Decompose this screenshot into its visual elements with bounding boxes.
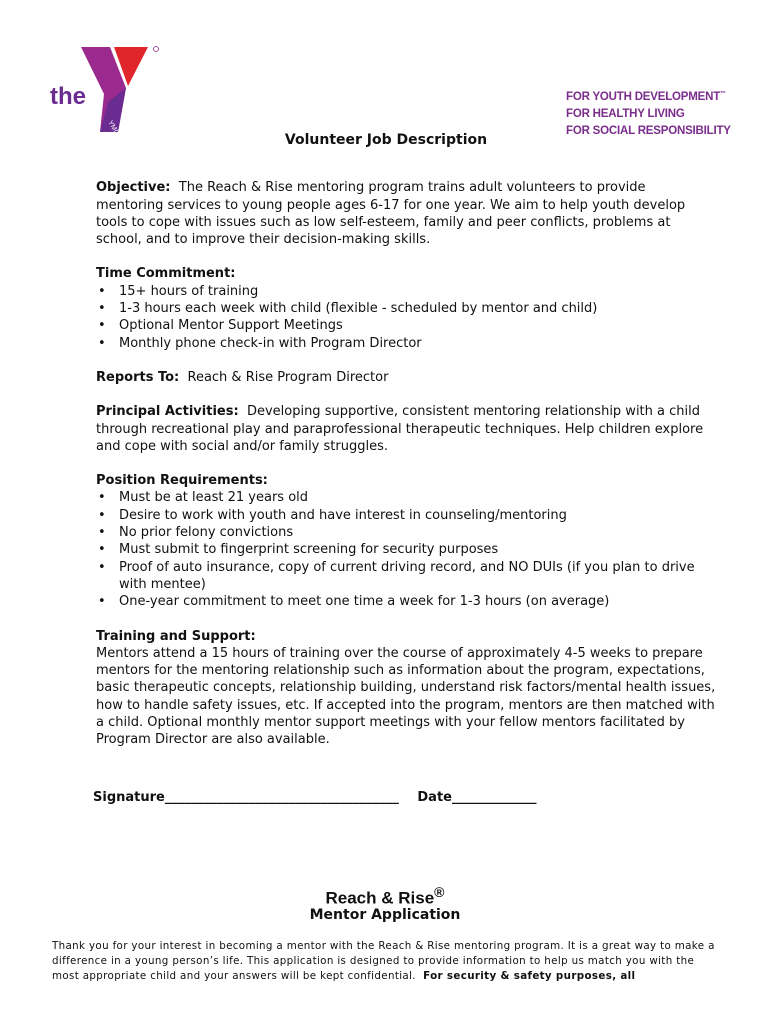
ymca-logo (48, 42, 163, 134)
principal-activities-text: Developing supportive, consistent mentoring relationship with a child through recreational play and paraprofessional therapeutic techniques. Help children explore and cope with social and/or family struggles. (96, 404, 704, 454)
list-item: • One-year commitment to meet one time a week for 1-3 hours (on average) (96, 593, 716, 610)
tagline-line-2: FOR HEALTHY LIVING (566, 107, 685, 120)
time-commitment-label: Time Commitment: (96, 266, 236, 282)
application-subtitle: Mentor Application (309, 907, 461, 923)
list-item: • Desire to work with youth and have interest in counseling/mentoring (96, 507, 716, 524)
time-commitment-section (96, 265, 716, 351)
position-requirements-label: Position Requirements: (96, 473, 268, 489)
list-item: • Proof of auto insurance, copy of current driving record, and NO DUIs (if you plan to drive with mentee) (96, 559, 716, 594)
date-field[interactable]: Date_____________ (417, 790, 537, 805)
reports-to-text: Reach & Rise Program Director (187, 369, 389, 385)
list-item: • Must be at least 21 years old (96, 489, 716, 506)
application-title (0, 884, 770, 909)
tagline-line-3: FOR SOCIAL RESPONSIBILITY (566, 124, 731, 137)
objective-text: The Reach & Rise mentoring program trains adult volunteers to provide mentoring services to young people ages 6-17 for one year. We aim to help youth develop tools to cope with issues such as low self-esteem, family and peer conflicts, problems at school, and to improve their decision-making skills. (96, 180, 686, 248)
logo-the-text: the (50, 83, 86, 110)
training-label: Training and Support: (96, 628, 256, 644)
principal-activities-label: Principal Activities: (96, 404, 239, 420)
training-section (96, 628, 716, 749)
list-item: • Monthly phone check-in with Program Director (96, 335, 716, 352)
job-description (96, 132, 716, 766)
position-requirements-list (96, 489, 716, 610)
position-requirements-section (96, 472, 716, 610)
principal-activities-section (96, 403, 716, 455)
list-item: • No prior felony convictions (96, 524, 716, 541)
intro-bold-text: For security & safety purposes, all (423, 970, 636, 983)
objective-label: Objective: (96, 180, 171, 196)
time-commitment-list (96, 283, 716, 352)
application-title-text: Reach & Rise (325, 888, 435, 908)
intro-text: Thank you for your interest in becoming a mentor with the Reach & Rise mentoring program. It is a great way to make a difference in a young person’s life. This application is designed to provide information to help us match you with the most appropriate child and your answers will be kept confidential. (52, 940, 715, 983)
list-item: • Must submit to fingerprint screening for security purposes (96, 541, 716, 558)
objective-section (96, 179, 716, 248)
tagline-tm: ™ (720, 91, 726, 97)
reports-to-label: Reports To: (96, 369, 180, 385)
tagline-line-1: FOR YOUTH DEVELOPMENT (566, 90, 721, 103)
signature-field[interactable]: Signature____________________________________ (93, 790, 399, 805)
reports-to-section (96, 369, 716, 386)
list-item: • Optional Mentor Support Meetings (96, 317, 716, 334)
document-title: Volunteer Job Description (284, 132, 488, 148)
training-text: Mentors attend a 15 hours of training over the course of approximately 4-5 weeks to prepare mentors for the mentoring relationship such as information about the program, expectations, basic therapeutic concepts, relationship building, understand risk factors/mental health issues, how to handle safety issues, etc. If accepted into the program, mentors are then matched with a child. Optional monthly mentor support meetings with your fellow mentors facilitated by Program Director are also available. (96, 645, 716, 748)
list-item: • 1-3 hours each week with child (flexible - scheduled by mentor and child) (96, 300, 716, 317)
application-intro (52, 939, 722, 985)
registered-mark: ® (434, 884, 445, 900)
logo-ymca-text: YMCA (106, 119, 123, 134)
list-item: • 15+ hours of training (96, 283, 716, 300)
signature-row (93, 790, 537, 805)
